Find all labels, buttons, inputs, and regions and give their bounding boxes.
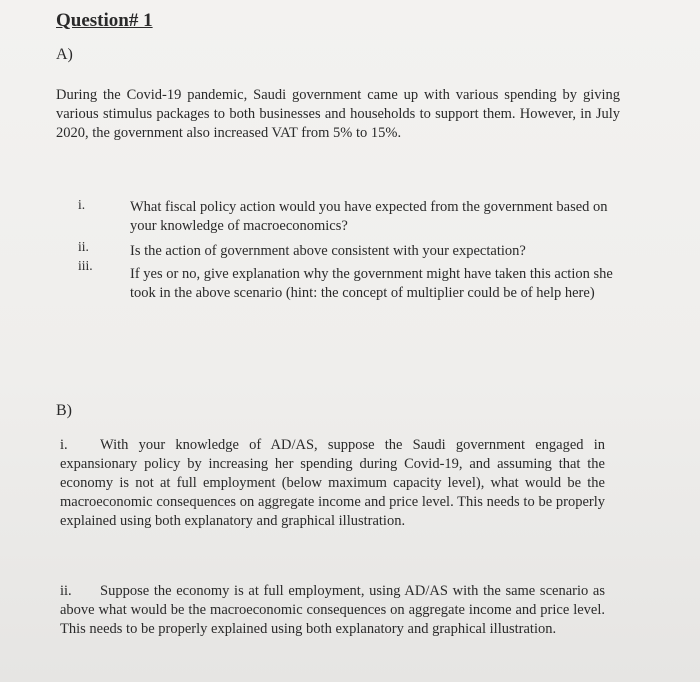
- section-a-intro: During the Covid-19 pandemic, Saudi government came up with various spending by giving various stimulus packages to both businesses and households to support them. However, in July 2020, the government also increased VAT from 5% to 15%.: [56, 87, 620, 141]
- section-a-label: A): [56, 46, 73, 63]
- section-b-label: B): [56, 402, 72, 419]
- section-b-item-ii-text: Suppose the economy is at full employment, using AD/AS with the same scenario as above what would be the macroeconomic consequences on aggregate income and price level. This needs to be properly explained using both explanatory and graphical illustration.: [60, 583, 605, 637]
- section-b-item-i: [60, 436, 605, 531]
- question-number-iii: iii.: [78, 258, 93, 273]
- question-title: Question# 1: [56, 10, 153, 31]
- question-text-ii: Is the action of government above consistent with your expectation?: [130, 243, 526, 259]
- section-b-item-ii-number: ii.: [60, 583, 72, 599]
- section-b-item-i-text: With your knowledge of AD/AS, suppose the Saudi government engaged in expansionary policy by increasing her spending during Covid-19, and assuming that the economy is not at full employment (below maximum capacity level), what would be the macroeconomic consequences on aggregate income and price level. This needs to be properly explained using both explanatory and graphical illustration.: [60, 437, 605, 529]
- question-text-i: What fiscal policy action would you have expected from the government based on your knowledge of macroeconomics?: [130, 199, 608, 234]
- section-b-item-i-number: i.: [60, 437, 68, 453]
- question-text-iii: If yes or no, give explanation why the government might have taken this action she took in the above scenario (hint: the concept of multiplier could be of help here): [130, 266, 613, 301]
- question-number-i: i.: [78, 197, 86, 212]
- question-number-ii: ii.: [78, 239, 89, 254]
- section-b-item-ii: [60, 582, 605, 639]
